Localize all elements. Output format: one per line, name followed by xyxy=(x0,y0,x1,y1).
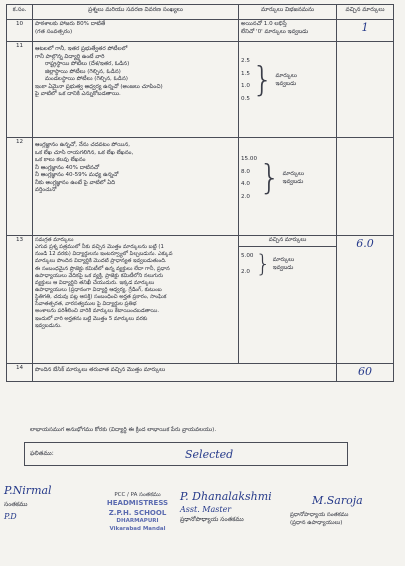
scheme-value: 2.0 xyxy=(241,269,250,276)
criteria-line: మండలస్థాయి పోటీలు (గెల్చిన, ఓడిన) xyxy=(45,76,128,83)
criteria-line: ఇవ్వబడును. xyxy=(35,322,62,329)
criteria-line: నీ ఆంగ్లజ్ఞానం 40% దాటినచో xyxy=(35,164,100,171)
criteria-line: నీ ఆంగ్లజ్ఞానం 40-59% మధ్య ఉన్నచో xyxy=(35,172,119,179)
scheme-value: 1.0 xyxy=(241,83,250,90)
scheme-label: మార్కులు ఇవ్వబడు xyxy=(272,257,295,271)
awarded-marks: 1 xyxy=(337,20,394,42)
scheme-values-group xyxy=(241,249,334,278)
criteria-line: ఉపాధ్యాయులు వేదికపై ఒక వ్యక్తి, ప్రాజెక్టు కమిటీలోని నలుగురు xyxy=(35,272,164,279)
scheme-values-group xyxy=(241,156,334,201)
criteria-line: మార్కులు పొందిన విద్యార్థికి మొదటి ప్రాధాన్యత ఇవ్వబడుతుంది. xyxy=(35,258,167,265)
criteria-cell xyxy=(33,20,239,42)
awarded-marks: 60 xyxy=(337,364,394,382)
criteria-line: స్థితిగతి, చదువు పట్ల ఆసక్తి) సంబంధించి అర్హత ప్రకారం, సాంఘిక xyxy=(35,294,167,301)
scheme-label: మార్కులు ఇవ్వబడు xyxy=(282,171,305,185)
scheme-line: లేనిచో '0' మార్కులు ఇవ్వబడు xyxy=(241,28,309,35)
stamp-line: Vikarabad Mandal xyxy=(109,525,166,532)
scheme-cell xyxy=(239,138,337,236)
scheme-values-group xyxy=(241,58,334,103)
scheme-values xyxy=(241,156,257,201)
scheme-value: 4.0 xyxy=(241,181,250,188)
table-row xyxy=(7,364,394,382)
scheme-value: 15.00 xyxy=(241,156,258,162)
signature-block xyxy=(180,490,272,524)
criteria-line: సమగ్రత మార్కులు xyxy=(35,237,74,243)
table-row xyxy=(7,236,394,364)
col-header-no: క.సం. xyxy=(7,5,33,20)
criteria-line: పొందిన బేసిక్ మార్కులు తరువాత వచ్చిన మొత్తం మార్కులు xyxy=(35,367,166,373)
criteria-line: ఇంకా ఏమైనా ప్రభుత్వ ఆధ్వర్య ఉన్నచో (అంజలు చూపించి) xyxy=(35,83,163,90)
criteria-line: సేవాతత్పరత, వారసత్వముల పై విద్యార్థుల ప్రతిభ xyxy=(35,301,137,308)
scheme-label: మార్కులు ఇవ్వబడు xyxy=(275,73,297,87)
row-number: 13 xyxy=(7,236,33,364)
scheme-values xyxy=(241,253,253,277)
criteria-line: నుండి 12 వరకు) విద్యార్థులను ఇంటర్వ్యూలో పిల్చబడును. ఎక్కువ xyxy=(35,251,173,258)
col-header-criteria: ప్రశ్నలు మరియు సవరణ వివరణ సంఖ్యలు xyxy=(33,5,239,20)
signature-block xyxy=(290,494,363,527)
table-row xyxy=(7,42,394,138)
stamp-line: HEADMISTRESS xyxy=(106,499,169,508)
criteria-line: గానీ పాల్గొన్న విద్యార్థి ఉంటే వారి xyxy=(35,53,105,60)
criteria-line: ఎగువ ప్రశ్న పత్రములో నీకు వచ్చిన మొత్తం మార్కులను బట్టి (1 xyxy=(35,244,164,251)
scheme-cell xyxy=(239,20,337,42)
scheme-value: 0.5 xyxy=(241,95,250,102)
criteria-line: ఆటలలో గానీ, ఇతర ప్రభుత్వేతర పోటీలలో xyxy=(35,46,128,52)
criteria-line: ఉపాధ్యాయులు (ప్రధానంగా విద్యార్థి ఆధ్వర్య, గ్రేడింగ్, కుటుంబ xyxy=(35,286,162,293)
criteria-line: పాఠశాలకు హాజరు 80% దాటితే xyxy=(35,21,106,27)
signature-role: ప్రధానోపాధ్యాయ సంతకము xyxy=(290,512,349,518)
criteria-line: వ్యక్తులు ఆ విద్యార్థిని తనిఖీ చేయుదురు. ఇక్కడ మార్కులు xyxy=(35,279,155,286)
scheme-value: 2.5 xyxy=(241,58,250,64)
awarded-marks xyxy=(337,42,394,138)
row-number: 10 xyxy=(7,20,33,42)
row-number: 12 xyxy=(7,138,33,236)
criteria-line: వర్తించునో xyxy=(35,187,57,194)
table-header-row xyxy=(7,5,394,20)
signature-role: సంతకము xyxy=(4,501,28,508)
signature-extra: Asst. Master xyxy=(180,505,232,514)
criteria-line: ఈ సంబంధమైన ప్రొజెక్టు కమిటీలో ఉన్న వ్యక్తులు లేదా గానీ, ప్రధాన xyxy=(35,265,170,272)
scheme-cell xyxy=(239,236,337,364)
criteria-cell xyxy=(33,364,337,382)
scheme-value: 2.0 xyxy=(241,193,250,200)
criteria-line: ఆంగ్లజ్ఞానం ఉన్నచో, నేను చదవటం పోయిన, xyxy=(35,142,131,148)
footer-note: లాభాయసముగ అనుభోగము కోరకు (విద్యార్థి ఈ క్రింద లాభాయిక పేరు వ్రాయవలయు). xyxy=(30,427,217,433)
criteria-cell xyxy=(33,138,239,236)
criteria-line: ఒక కాలు కలవు లేఖనం xyxy=(35,157,86,164)
scheme-values xyxy=(241,58,250,103)
signature-name: M.Saroja xyxy=(312,494,363,507)
row-number: 11 xyxy=(7,42,33,138)
scheme-value: 5.00 xyxy=(241,252,254,259)
table-row xyxy=(7,138,394,236)
criteria-line: అంశాలను పరిశీలించి వారికి మార్కులు కేటాయించబడతాయి. xyxy=(35,308,160,315)
col-header-awarded: వచ్చిన మార్కులు xyxy=(337,5,394,20)
criteria-line: రాష్ట్రస్థాయి పోటీలు (దేశ/ఇతర, ఓడిన) xyxy=(45,61,130,68)
table-row xyxy=(7,20,394,42)
scheme-value: 1.5 xyxy=(241,70,250,77)
school-stamp xyxy=(100,492,175,533)
col-header-scheme: మార్కులు విభజనమను xyxy=(239,5,337,20)
row-number: 14 xyxy=(7,364,33,382)
scheme-value: 8.0 xyxy=(241,168,250,175)
criteria-line: ఒక లేఖ చూసి రాయగలిగిన, ఒక లేఖ లేఖనం, xyxy=(35,149,134,156)
signature-name: P. Dhanalakshmi xyxy=(180,490,272,503)
scheme-line: అయినచో 1.0 లభిస్తే xyxy=(241,21,287,27)
brace-symbol: } xyxy=(251,60,274,101)
criteria-cell xyxy=(33,42,239,138)
criteria-cell xyxy=(33,236,239,364)
result-value: Selected xyxy=(185,447,234,461)
criteria-line: జిల్లాస్థాయి పోటీలు (గెల్చిన, ఓడిన) xyxy=(45,68,121,75)
scheme-cell xyxy=(239,42,337,138)
criteria-line: (గత సంవత్సరం) xyxy=(35,28,73,35)
scheme-top-label: వచ్చిన మార్కులు xyxy=(239,237,336,247)
criteria-line: ఇందులో వారి అర్హతను బట్టి మొత్తం 5 మార్కులు వరకు xyxy=(35,315,148,322)
criteria-line: పై వాటిలో ఒక దానికి ఎన్నుకోబడతాయి. xyxy=(35,91,121,98)
signature-role: ప్రధానోపాధ్యాయ సంతకము xyxy=(180,516,244,523)
stamp-line: Z.P.H. SCHOOL xyxy=(108,508,167,517)
marks-table xyxy=(6,4,394,382)
result-box xyxy=(24,442,348,466)
awarded-marks: 6.0 xyxy=(337,236,394,364)
brace-symbol: } xyxy=(255,249,271,278)
signature-block xyxy=(4,484,52,521)
result-label: ఫలితము: xyxy=(30,450,54,457)
stamp-line: DHARMAPURI xyxy=(116,518,159,525)
brace-symbol: } xyxy=(259,158,281,199)
signature-name: P.Nirmal xyxy=(4,484,52,497)
awarded-marks xyxy=(337,138,394,236)
stamp-line: PCC / PA సంతకము xyxy=(114,492,161,498)
signature-extra: P.D xyxy=(4,512,17,521)
criteria-line: నీకు ఆంగ్లజ్ఞానం ఉంటే పై వాటిలో ఏది xyxy=(35,179,116,186)
signature-extra: (ప్రధాన ఉపాధ్యాయులు) xyxy=(290,520,343,526)
